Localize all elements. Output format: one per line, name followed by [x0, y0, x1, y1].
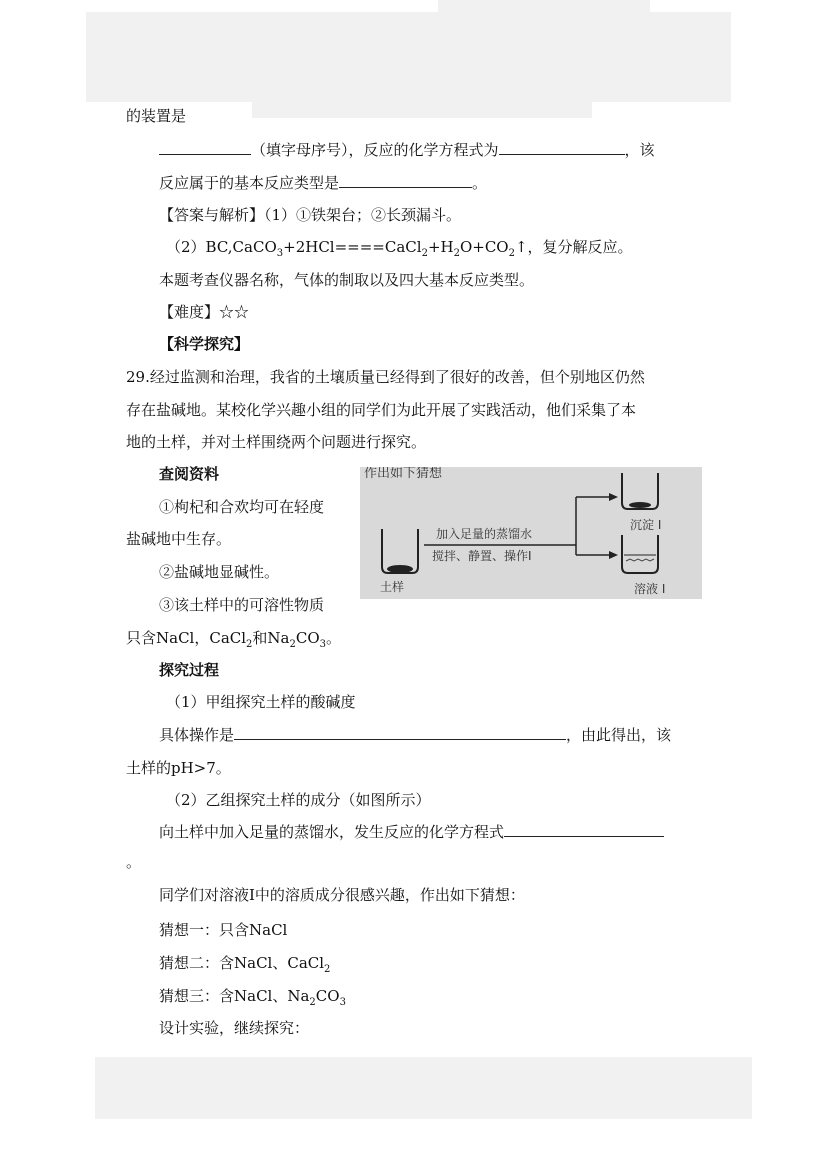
reference-line-4	[159, 595, 324, 615]
solution-waves	[626, 559, 654, 561]
section-heading	[159, 334, 249, 354]
text: （2）BC,CaCO	[166, 238, 277, 256]
reference-line-5	[126, 628, 341, 648]
precipitate-shape	[629, 502, 651, 508]
experiment-diagram	[360, 467, 702, 599]
text: ，该	[624, 141, 655, 159]
top-shade-tab	[438, 0, 650, 14]
figure-top-text: 作出如下猜想	[364, 467, 443, 481]
fill-blank[interactable]	[499, 140, 625, 155]
text: CO	[315, 987, 340, 1005]
subscript: 2	[289, 639, 296, 650]
subscript: 2	[246, 639, 253, 650]
text: +2HCl====CaCl	[283, 238, 422, 256]
arrowhead-bottom-icon	[609, 551, 618, 559]
question-29-line-2	[126, 400, 636, 420]
text: 具体操作是	[159, 726, 235, 744]
text: ②盐碱地显碱性。	[159, 563, 280, 581]
answer-equation-line	[166, 237, 633, 257]
fill-blank[interactable]	[234, 725, 566, 740]
text: 同学们对溶液I中的溶质成分很感兴趣，作出如下猜想：	[159, 886, 525, 904]
text: 探究过程	[159, 661, 220, 679]
beaker-solution-icon	[622, 535, 658, 573]
text: 猜想三：含NaCl、Na	[159, 987, 310, 1005]
subscript: 2	[421, 248, 428, 259]
hypothesis-two	[159, 953, 330, 973]
question-line-blank-2	[159, 173, 487, 193]
text: （填字母序号），反应的化学方程式为	[251, 141, 499, 159]
figure-right-top-label: 沉淀 I	[630, 518, 662, 532]
text: 土样的pH>7。	[126, 759, 231, 777]
text: 设计实验，继续探究：	[159, 1019, 310, 1037]
process-line-2	[166, 790, 431, 810]
text: 的装置是	[126, 107, 187, 125]
text: 。	[126, 853, 142, 871]
reference-line-3	[159, 562, 279, 582]
analysis-line	[159, 270, 534, 290]
question-29-line-3	[126, 432, 426, 452]
hypothesis-one	[159, 920, 287, 940]
text: 。	[326, 629, 342, 647]
text: +H	[427, 238, 454, 256]
subscript: 2	[508, 248, 515, 259]
top-shade-strip	[252, 100, 592, 118]
bottom-shade-region	[95, 1057, 752, 1119]
text: O+CO	[459, 238, 509, 256]
reference-line-2	[126, 529, 231, 549]
hypothesis-three	[159, 986, 346, 1006]
subscript: 2	[324, 964, 331, 975]
text: 盐碱地中生存。	[126, 530, 232, 548]
text: 。	[472, 174, 488, 192]
fill-blank[interactable]	[159, 140, 251, 155]
soil-sample-shape	[387, 565, 413, 573]
text: CO	[295, 629, 320, 647]
figure-arrow-bottom-label: 搅拌、静置、操作I	[432, 549, 532, 563]
subscript: 3	[339, 997, 346, 1008]
figure-arrow-top-label: 加入足量的蒸馏水	[436, 527, 533, 541]
subscript: 2	[309, 997, 316, 1008]
text: ，由此得出，该	[566, 726, 672, 744]
text: ③该土样中的可溶性物质	[159, 596, 325, 614]
text: 猜想二：含NaCl、CaCl	[159, 954, 325, 972]
text: 29.经过监测和治理，我省的土壤质量已经得到了很好的改善，但个别地区仍然	[126, 368, 645, 386]
arrowhead-top-icon	[609, 493, 618, 501]
top-shade-region	[86, 12, 731, 102]
answer-heading-line	[159, 205, 461, 225]
text: ①枸杞和合欢均可在轻度	[159, 498, 325, 516]
text: 只含NaCl，CaCl	[126, 629, 247, 647]
design-experiment-line	[159, 1018, 309, 1038]
difficulty-line	[159, 302, 249, 322]
text: 地的土样，并对土样围绕两个问题进行探究。	[126, 433, 427, 451]
text: 本题考查仪器名称，气体的制取以及四大基本反应类型。	[159, 271, 535, 289]
subheading-references	[159, 464, 219, 484]
subscript: 3	[276, 248, 284, 259]
hypothesis-intro	[159, 885, 525, 905]
text: ↑，复分解反应。	[514, 238, 633, 256]
text: 存在盐碱地。某校化学兴趣小组的同学们为此开展了实践活动，他们采集了本	[126, 401, 637, 419]
text: 和Na	[252, 629, 290, 647]
question-line-blank-1	[159, 140, 655, 160]
process-line-ph	[126, 758, 231, 778]
text: 反应属于的基本反应类型是	[159, 174, 340, 192]
text: 猜想一：只含NaCl	[159, 921, 288, 939]
subscript: 3	[319, 639, 327, 650]
text: 【难度】☆☆	[159, 303, 250, 321]
process-line-operation	[159, 725, 671, 745]
question-29-line-1	[126, 367, 645, 387]
process-line-1	[166, 692, 356, 712]
text: 【科学探究】	[159, 335, 250, 353]
fill-blank[interactable]	[504, 822, 664, 837]
reference-line-1	[159, 497, 324, 517]
text: （2）乙组探究土样的成分（如图所示）	[166, 791, 431, 809]
fill-blank[interactable]	[339, 173, 472, 188]
process-line-period	[126, 852, 141, 872]
subscript: 2	[453, 248, 460, 259]
process-line-equation	[159, 822, 664, 842]
text-line-device	[126, 106, 186, 126]
text: 向土样中加入足量的蒸馏水，发生反应的化学方程式	[159, 823, 505, 841]
text: （1）甲组探究土样的酸碱度	[166, 693, 356, 711]
text: 【答案与解析】（1）①铁架台；②长颈漏斗。	[159, 206, 462, 224]
figure-left-label: 土样	[380, 580, 405, 594]
figure-right-bottom-label: 溶液 I	[634, 582, 666, 596]
subheading-process	[159, 660, 219, 680]
text: 查阅资料	[159, 465, 220, 483]
